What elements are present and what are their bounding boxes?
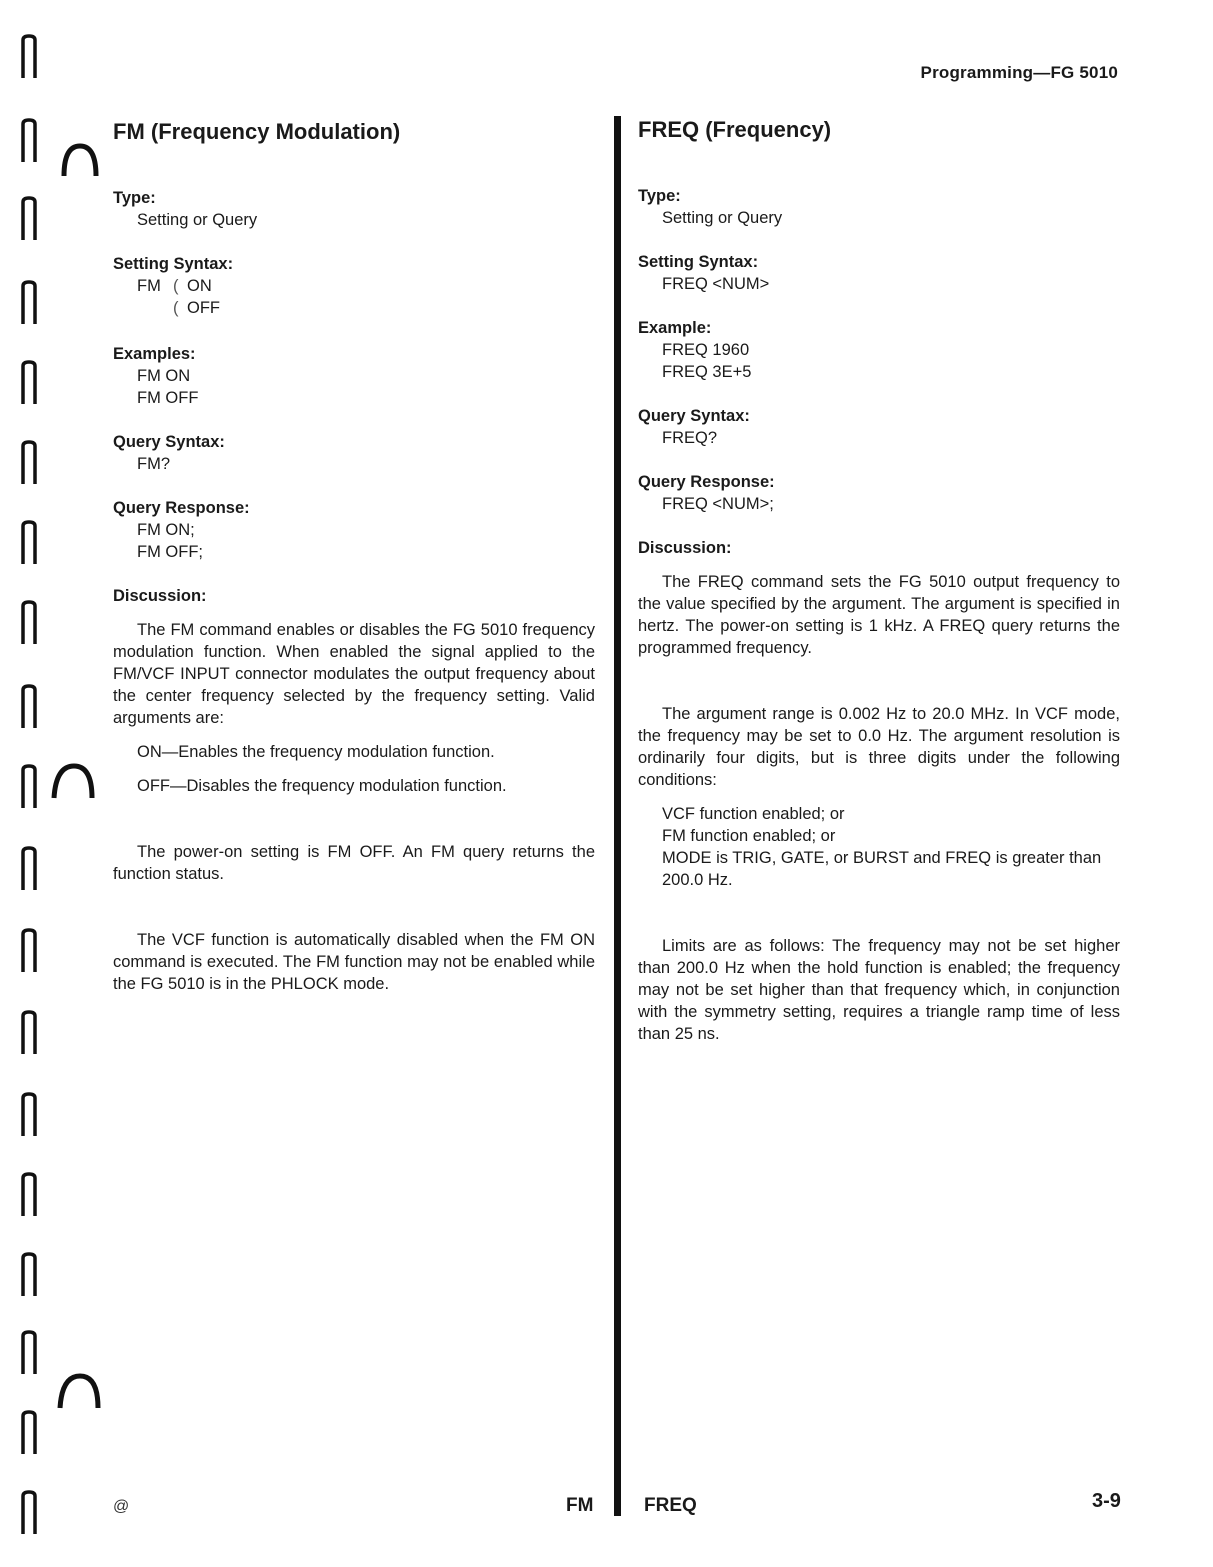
fm-discussion-label: Discussion: <box>113 587 207 605</box>
binder-ring-icon <box>20 1330 38 1376</box>
binder-ring-icon <box>20 764 38 810</box>
freq-section <box>638 115 1120 1045</box>
fm-discussion-paragraph: The power-on setting is FM OFF. An FM query returns the function status. <box>113 843 595 883</box>
freq-example: FREQ 1960 <box>662 341 750 359</box>
fm-type-value: Setting or Query <box>137 211 258 229</box>
freq-title: FREQ (Frequency) <box>638 117 832 142</box>
freq-query-syntax-label: Query Syntax: <box>638 407 750 425</box>
fm-query-response <box>113 497 595 563</box>
freq-type <box>638 185 1120 229</box>
fm-query-response-value: FM OFF; <box>137 543 203 561</box>
binder-ring-icon <box>20 1410 38 1456</box>
freq-examples <box>638 317 1120 383</box>
fm-section <box>113 117 595 995</box>
binder-ring-icon <box>20 196 38 242</box>
freq-condition: FM function enabled; or <box>662 827 836 845</box>
freq-setting-syntax <box>638 251 1120 295</box>
freq-query-syntax <box>638 405 1120 449</box>
freq-discussion-paragraph: The argument range is 0.002 Hz to 20.0 MHz. In VCF mode, the frequency may be set to 0.0 Hz. The argument resolution is ordinarily four digits, but is three digits under the following conditions: <box>638 705 1120 789</box>
fm-example: FM OFF <box>137 389 199 407</box>
binder-ring-icon <box>20 280 38 326</box>
brace-top-icon: ( <box>173 277 179 295</box>
freq-query-response <box>638 471 1120 515</box>
fm-argument-on: ON—Enables the frequency modulation function. <box>137 743 495 761</box>
binder-ring-icon <box>20 520 38 566</box>
freq-discussion-paragraph: Limits are as follows: The frequency may not be set higher than 200.0 Hz when the hold function is enabled; the frequency may not be set higher than that frequency which, in conjunction with the symmetry setting, requires a triangle ramp time of less than 25 ns. <box>638 937 1120 1043</box>
binder-ring-icon <box>20 34 38 80</box>
fm-example: FM ON <box>137 367 191 385</box>
fm-setting-syntax <box>113 253 595 319</box>
fm-discussion-paragraph: The VCF function is automatically disabled when the FM ON command is executed. The FM function may not be enabled while the FG 5010 is in the PHLOCK mode. <box>113 931 595 993</box>
footer-tab-fm: FM <box>566 1495 594 1516</box>
footer-tab-freq: FREQ <box>644 1495 697 1516</box>
fm-syntax-options <box>173 275 220 319</box>
fm-discussion-paragraph: The FM command enables or disables the FG 5010 frequency modulation function. When enabled the signal applied to the FM/VCF INPUT connector modulates the output frequency about the center frequency selected by the frequency setting. Valid arguments are: <box>113 621 595 727</box>
binder-ring-icon <box>20 1172 38 1218</box>
freq-setting-syntax-label: Setting Syntax: <box>638 253 759 271</box>
freq-type-label: Type: <box>638 187 681 205</box>
freq-setting-syntax-value: FREQ <NUM> <box>662 275 770 293</box>
copyright-mark: @ <box>113 1498 130 1515</box>
fm-type-label: Type: <box>113 189 156 207</box>
fm-type <box>113 187 595 231</box>
binder-ring-icon <box>20 1252 38 1298</box>
page-number: 3-9 <box>1092 1490 1121 1512</box>
running-head: Programming—FG 5010 <box>920 63 1118 82</box>
freq-example-label: Example: <box>638 319 712 337</box>
freq-query-response-value: FREQ <NUM>; <box>662 495 774 513</box>
freq-query-syntax-value: FREQ? <box>662 429 718 447</box>
binder-ring-icon <box>20 360 38 406</box>
freq-condition: VCF function enabled; or <box>662 805 845 823</box>
punch-hole-icon <box>56 1370 102 1412</box>
fm-syntax-keyword: FM <box>137 277 161 295</box>
fm-query-syntax-label: Query Syntax: <box>113 433 225 451</box>
column-divider <box>614 116 621 1516</box>
binder-ring-icon <box>20 118 38 164</box>
punch-hole-icon <box>60 140 100 180</box>
fm-setting-syntax-label: Setting Syntax: <box>113 255 234 273</box>
freq-type-value: Setting or Query <box>662 209 783 227</box>
fm-syntax-option: ON <box>187 277 212 295</box>
freq-discussion-paragraph: The FREQ command sets the FG 5010 output frequency to the value specified by the argument. The argument is specified in hertz. The power-on setting is 1 kHz. A FREQ query returns the programmed frequency. <box>638 573 1120 657</box>
binder-ring-icon <box>20 928 38 974</box>
fm-query-response-value: FM ON; <box>137 521 195 539</box>
fm-syntax-option: OFF <box>187 299 220 317</box>
fm-query-syntax-value: FM? <box>137 455 170 473</box>
fm-examples <box>113 343 595 409</box>
fm-title: FM (Frequency Modulation) <box>113 119 401 144</box>
binder-ring-icon <box>20 684 38 730</box>
binder-ring-icon <box>20 1010 38 1056</box>
punch-hole-icon <box>50 760 96 802</box>
fm-query-syntax <box>113 431 595 475</box>
freq-example: FREQ 3E+5 <box>662 363 752 381</box>
binder-ring-icon <box>20 440 38 486</box>
binder-edge <box>0 0 110 1567</box>
fm-examples-label: Examples: <box>113 345 196 363</box>
fm-query-response-label: Query Response: <box>113 499 250 517</box>
fm-argument-off: OFF—Disables the frequency modulation function. <box>137 777 507 795</box>
binder-ring-icon <box>20 600 38 646</box>
fm-setting-syntax-body <box>113 275 595 319</box>
binder-ring-icon <box>20 1092 38 1138</box>
freq-discussion-label: Discussion: <box>638 539 732 557</box>
brace-bottom-icon: ( <box>173 299 179 317</box>
binder-ring-icon <box>20 846 38 892</box>
freq-conditions <box>638 803 1120 891</box>
freq-condition: MODE is TRIG, GATE, or BURST and FREQ is greater than 200.0 Hz. <box>662 849 1102 889</box>
freq-query-response-label: Query Response: <box>638 473 775 491</box>
binder-ring-icon <box>20 1490 38 1536</box>
